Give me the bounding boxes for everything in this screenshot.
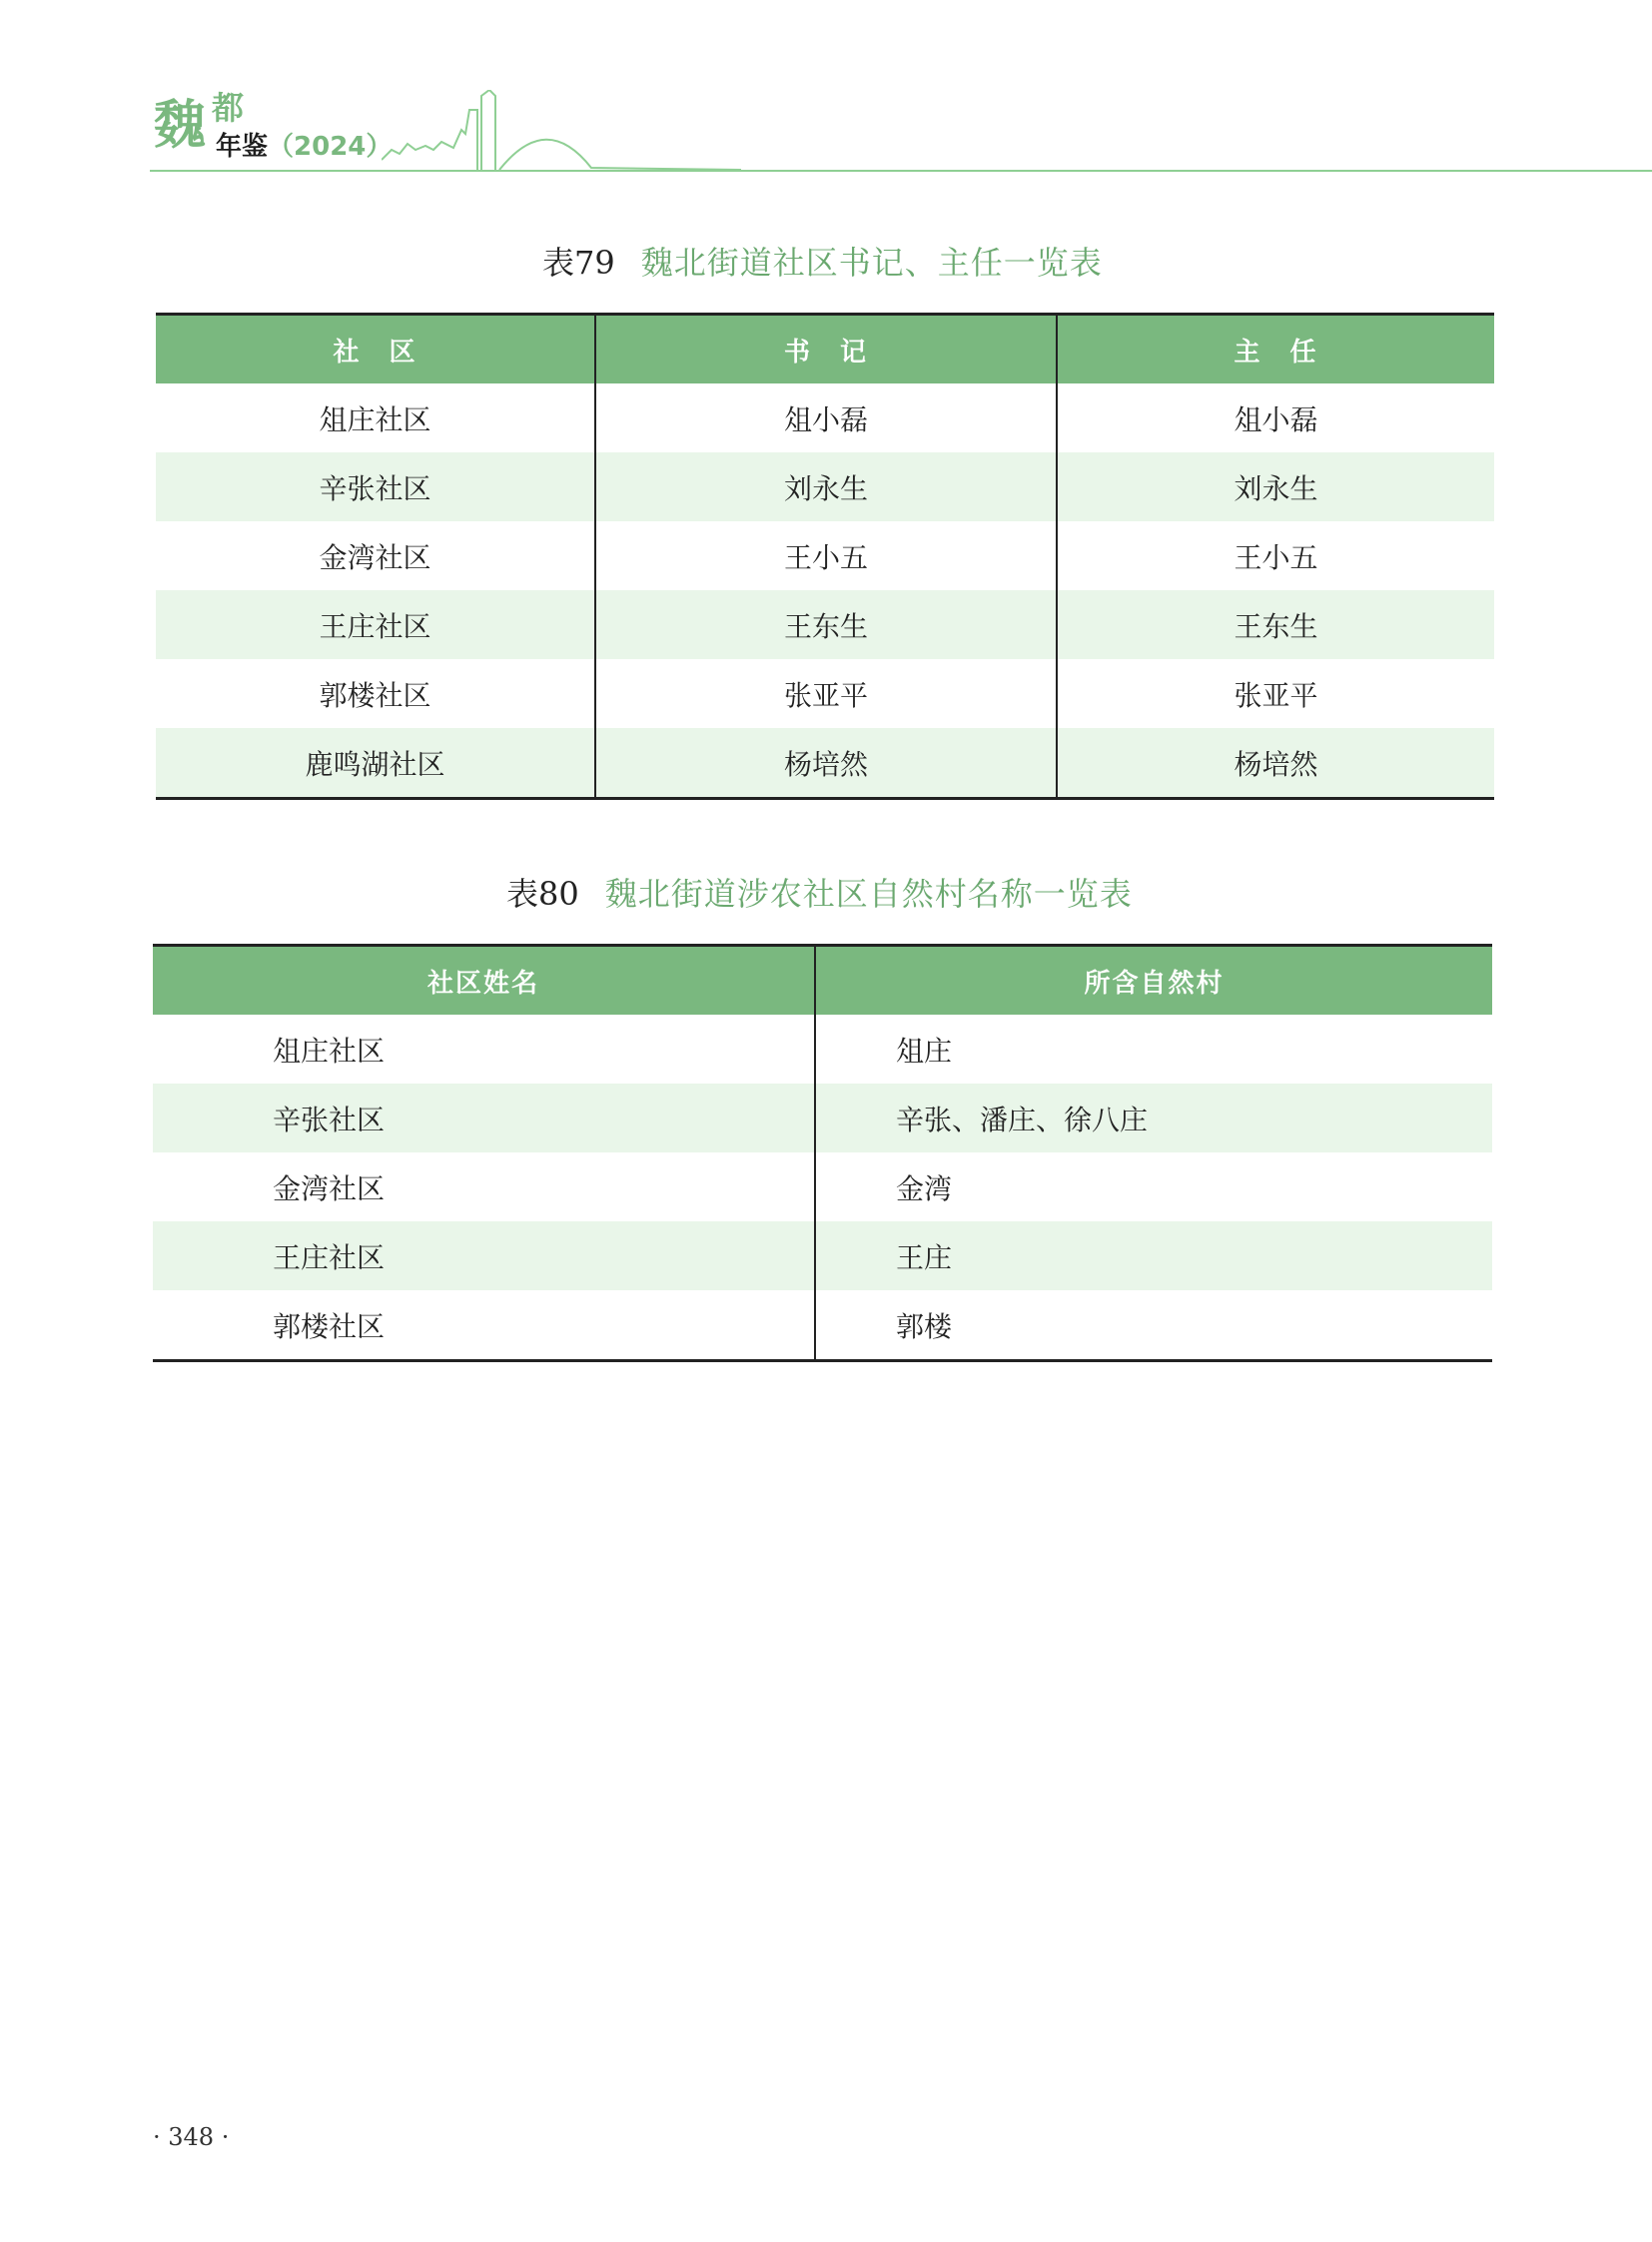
logo-subtitle [216, 134, 392, 160]
logo-yearbook: 年鉴 [216, 132, 269, 162]
table80-number: 表80 [506, 875, 579, 913]
logo-wei: 魏 [154, 96, 207, 156]
cell-secretary: 王东生 [595, 590, 1057, 659]
cell-director: 张亚平 [1057, 659, 1494, 728]
table80 [153, 944, 1492, 1362]
table79-caption [542, 243, 1103, 283]
column-header: 所含自然村 [815, 946, 1492, 1016]
cell-secretary: 俎小磊 [595, 383, 1057, 452]
cell-community: 俎庄社区 [273, 1034, 386, 1068]
page-number: · 348 · [153, 2123, 230, 2151]
cell-community: 俎庄社区 [319, 402, 431, 436]
table-row [153, 1221, 1492, 1290]
table-header-row [156, 315, 1494, 384]
cell-villages: 辛张、潘庄、徐八庄 [815, 1084, 1492, 1152]
cell-director: 王小五 [1057, 521, 1494, 590]
logo-du: 都 [212, 89, 245, 127]
table-header-row [153, 946, 1492, 1016]
cell-villages: 俎庄 [815, 1015, 1492, 1084]
cell-secretary: 杨培然 [595, 728, 1057, 799]
cell-secretary: 王小五 [595, 521, 1057, 590]
table79-number: 表79 [542, 244, 615, 282]
table-row [156, 521, 1494, 590]
skyline-icon [382, 90, 741, 174]
column-header: 主 任 [1057, 315, 1494, 384]
cell-community: 郭楼社区 [319, 678, 431, 712]
column-header: 社区姓名 [153, 946, 815, 1016]
cell-villages: 金湾 [815, 1152, 1492, 1221]
cell-director: 杨培然 [1057, 728, 1494, 799]
table-row [153, 1290, 1492, 1361]
cell-community: 郭楼社区 [273, 1309, 386, 1343]
table-row [156, 383, 1494, 452]
table-row [153, 1084, 1492, 1152]
table79-title: 魏北街道社区书记、主任一览表 [640, 244, 1103, 282]
cell-community: 王庄社区 [153, 1221, 815, 1290]
cell-director: 刘永生 [1057, 452, 1494, 521]
table-row [156, 659, 1494, 728]
column-header: 社 区 [156, 315, 595, 384]
cell-community: 辛张社区 [153, 1084, 815, 1152]
header-rule [150, 170, 1652, 172]
cell-secretary: 刘永生 [595, 452, 1057, 521]
logo-year: （2024） [268, 132, 393, 162]
cell-director: 王东生 [1057, 590, 1494, 659]
table-row [153, 1152, 1492, 1221]
cell-secretary: 张亚平 [595, 659, 1057, 728]
table-row [156, 590, 1494, 659]
cell-community: 金湾社区 [273, 1171, 386, 1205]
cell-villages: 郭楼 [815, 1290, 1492, 1361]
cell-director: 俎小磊 [1057, 383, 1494, 452]
table-row [156, 728, 1494, 799]
table80-title: 魏北街道涉农社区自然村名称一览表 [604, 875, 1133, 913]
page-header [150, 90, 1652, 180]
cell-community: 金湾社区 [319, 540, 431, 574]
cell-community: 鹿鸣湖社区 [156, 728, 595, 799]
cell-community: 辛张社区 [156, 452, 595, 521]
cell-community: 王庄社区 [156, 590, 595, 659]
table80-caption [506, 874, 1133, 914]
table79 [156, 313, 1494, 800]
cell-villages: 王庄 [815, 1221, 1492, 1290]
column-header: 书 记 [595, 315, 1057, 384]
table-row [153, 1015, 1492, 1084]
table-row [156, 452, 1494, 521]
